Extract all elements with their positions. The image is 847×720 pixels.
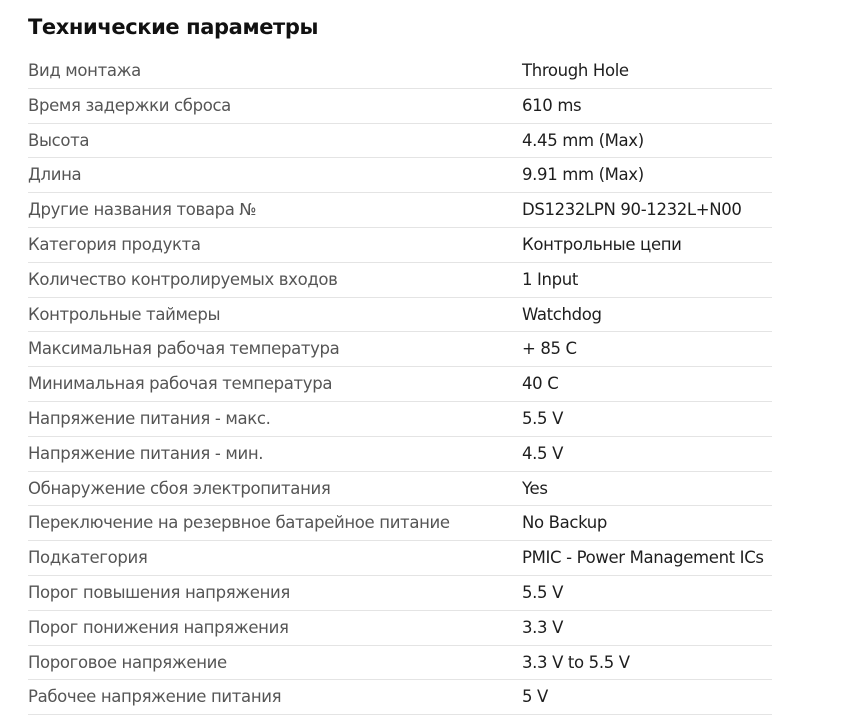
spec-row <box>28 124 772 159</box>
spec-value: 3.3 V to 5.5 V <box>522 652 630 672</box>
spec-label: Вид монтажа <box>28 61 141 80</box>
spec-label: Длина <box>28 165 82 185</box>
spec-value: 5.5 V <box>522 408 564 428</box>
spec-row <box>28 263 772 298</box>
spec-label: Количество контролируемых входов <box>28 269 338 289</box>
spec-row <box>28 646 772 681</box>
spec-label: Другие названия товара № <box>28 200 257 220</box>
spec-value: 1 Input <box>522 269 579 289</box>
spec-value: 4.45 mm (Max) <box>522 130 644 150</box>
spec-value: PMIC - Power Management ICs <box>522 548 764 568</box>
spec-label: Максимальная рабочая температура <box>28 339 340 359</box>
spec-value: 40 C <box>522 374 559 394</box>
spec-label: Переключение на резервное батарейное питание <box>28 513 450 533</box>
spec-row <box>28 54 772 89</box>
spec-value: DS1232LPN 90-1232L+N00 <box>522 200 742 220</box>
spec-value: Контрольные цепи <box>522 234 682 254</box>
specs-table <box>28 54 772 715</box>
spec-row <box>28 228 772 263</box>
spec-value: No Backup <box>522 513 608 533</box>
spec-row <box>28 89 772 124</box>
spec-row <box>28 298 772 333</box>
spec-value: Watchdog <box>522 304 602 324</box>
spec-row <box>28 472 772 507</box>
spec-row <box>28 576 772 611</box>
spec-value: 9.91 mm (Max) <box>522 165 644 185</box>
spec-label: Обнаружение сбоя электропитания <box>28 478 331 498</box>
spec-value: Through Hole <box>522 61 629 80</box>
spec-row <box>28 332 772 367</box>
spec-label: Пороговое напряжение <box>28 652 227 672</box>
spec-row <box>28 680 772 715</box>
spec-label: Порог понижения напряжения <box>28 617 289 637</box>
spec-value: 610 ms <box>522 95 582 115</box>
spec-label: Напряжение питания - мин. <box>28 443 264 463</box>
spec-value: 4.5 V <box>522 443 564 463</box>
spec-row <box>28 437 772 472</box>
spec-label: Подкатегория <box>28 548 148 568</box>
spec-row <box>28 506 772 541</box>
spec-label: Высота <box>28 130 90 150</box>
spec-value: + 85 C <box>522 339 577 359</box>
spec-label: Время задержки сброса <box>28 95 231 115</box>
spec-value: Yes <box>522 478 548 498</box>
spec-label: Рабочее напряжение питания <box>28 687 282 707</box>
spec-label: Минимальная рабочая температура <box>28 374 333 394</box>
spec-row <box>28 158 772 193</box>
spec-row <box>28 611 772 646</box>
spec-label: Напряжение питания - макс. <box>28 408 271 428</box>
spec-row <box>28 193 772 228</box>
spec-value: 5 V <box>522 687 548 707</box>
spec-value: 5.5 V <box>522 582 564 602</box>
spec-label: Порог повышения напряжения <box>28 582 290 602</box>
spec-row <box>28 541 772 576</box>
spec-row <box>28 402 772 437</box>
section-title: Технические параметры <box>28 15 319 39</box>
spec-row <box>28 367 772 402</box>
spec-value: 3.3 V <box>522 617 564 637</box>
spec-label: Контрольные таймеры <box>28 304 221 324</box>
spec-label: Категория продукта <box>28 234 201 254</box>
